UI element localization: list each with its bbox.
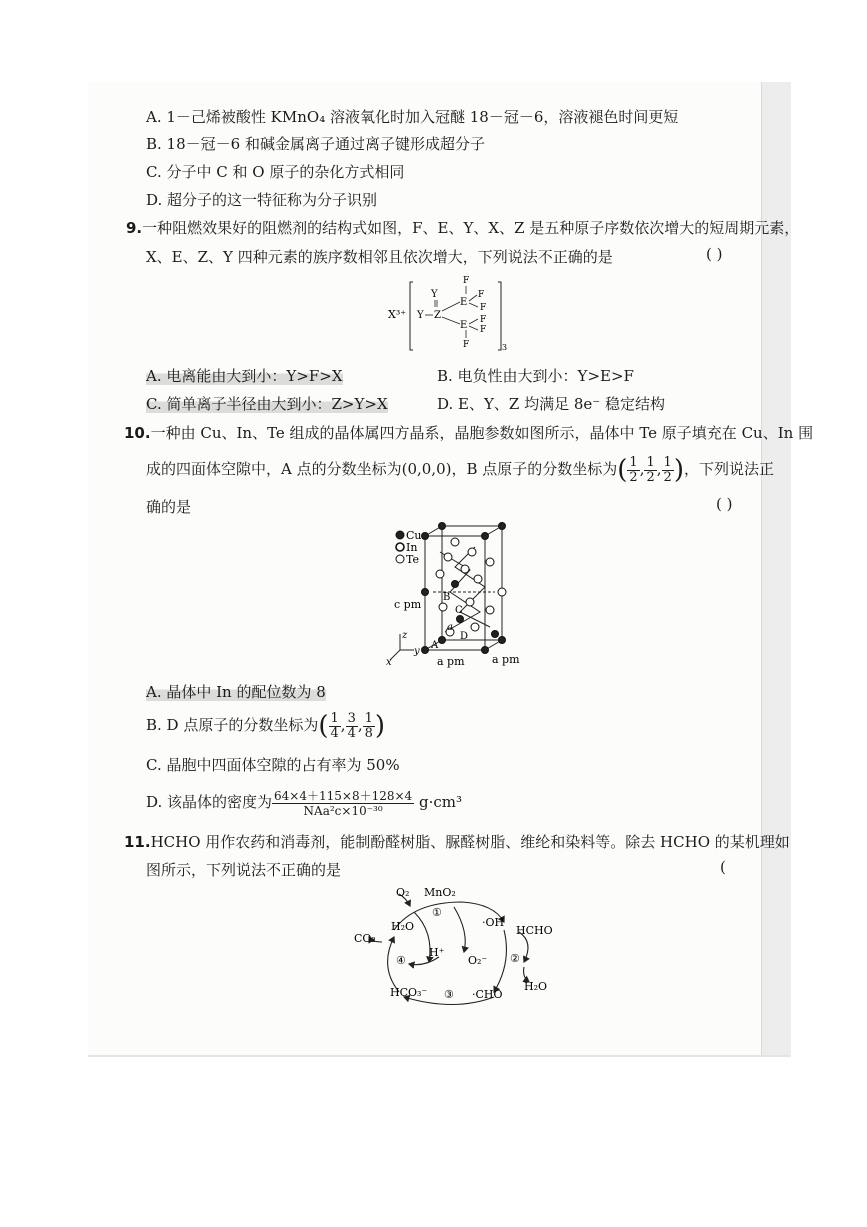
q9-stem-line1 (126, 219, 799, 237)
structure-label: Y (431, 289, 438, 300)
structure-label: F (480, 315, 487, 325)
diagram-label: MnO₂ (424, 886, 456, 899)
q10-option-d: D. 该晶体的密度为 $\frac{64\times 4+115\times 8+128\times 4}{\text{NAa²c×10⁻³⁰}}$ g·cm³ (146, 788, 462, 818)
structure-label: E (460, 320, 468, 331)
a-bottom-label: a pm (437, 655, 465, 668)
question-number: 9. (126, 219, 143, 237)
q10-stem-text: 一种由 Cu、In、Te 组成的晶体属四方晶系，晶胞参数如图所示，晶体中 Te 原子填充在 Cu、In 围 (150, 424, 814, 442)
legend-label: Cu (406, 529, 422, 542)
q9-option-b: B. 电负性由大到小：Y>E>F (437, 367, 634, 385)
structure-label: F (463, 340, 470, 350)
diagram-label: H₂O (524, 980, 548, 993)
diagram-label: ③ (444, 988, 454, 1001)
q11-stem-text: HCHO 用作农药和消毒剂，能制酚醛树脂、脲醛树脂、维纶和染料等。除去 HCHO 的某机理如 (150, 833, 790, 851)
structure-label: F (478, 290, 485, 300)
diagram-label: CO₂ (354, 932, 376, 945)
diagram-label: H₂O (391, 920, 415, 933)
answer-paren: ( ) (716, 495, 733, 513)
answer-paren: ( ) (706, 245, 723, 263)
edge-label: a (447, 622, 453, 633)
q9-stem-text: 一种阻燃效果好的阻燃剂的结构式如图，F、E、Y、X、Z 是五种原子序数依次增大的短周期元素， (142, 219, 800, 237)
point-label: A (431, 640, 439, 651)
diagram-label: ·CHO (472, 988, 503, 1001)
axis-label: x (386, 657, 392, 668)
q10-option-a: A. 晶体中 In 的配位数为 8 (146, 683, 326, 701)
diagram-label: ④ (396, 954, 406, 967)
q10-stem-line3: 确的是 (146, 498, 192, 516)
q10-stem-line2: 成的四面体空隙中，A 点的分数坐标为(0,0,0)，B 点原子的分数坐标为( $\frac{1}{2}$ , $\frac{1}{2}$ , $\frac{1}{2}$ )，下列说法正 (146, 454, 774, 485)
q10-option-b: B. D 点原子的分数坐标为( $\frac{1}{4}$ , $\frac{3}{4}$ , $\frac{1}{8}$ ) (146, 710, 386, 741)
diagram-label: O₂⁻ (468, 954, 488, 967)
scan-edge-bottom (88, 1055, 790, 1057)
legend-cu-icon (396, 531, 404, 539)
point-label: B (443, 592, 451, 603)
structure-label: Z (434, 310, 441, 321)
q8-option-c: C. 分子中 C 和 O 原子的杂化方式相同 (146, 163, 405, 181)
q8-option-d: D. 超分子的这一特征称为分子识别 (146, 191, 378, 209)
axis-label: z (402, 630, 408, 641)
legend-label: In (406, 541, 418, 554)
structure-label: F (480, 303, 487, 313)
crystal-cell-figure (380, 522, 530, 670)
diagram-label: ① (432, 906, 442, 919)
axis-label: y (414, 646, 420, 657)
legend-label: Te (406, 553, 419, 566)
a-right-label: a pm (492, 653, 520, 666)
q9-option-c: C. 简单离子半径由大到小：Z>Y>X (146, 395, 388, 413)
q9-option-a: A. 电离能由大到小：Y>F>X (146, 367, 343, 385)
diagram-label: O₂ (396, 886, 410, 899)
question-number: 10. (124, 424, 151, 442)
structure-label: X³⁺ (388, 308, 407, 321)
q9-structure-figure (380, 270, 520, 356)
structure-label: E (460, 297, 468, 308)
q10-stem-line1 (124, 424, 813, 442)
mechanism-cycle-figure (344, 882, 574, 1012)
point-label: C (455, 605, 463, 616)
q8-option-a: A. 1－己烯被酸性 KMnO₄ 溶液氧化时加入冠醚 18－冠－6，溶液褪色时间更短 (146, 108, 679, 126)
question-number: 11. (124, 833, 151, 851)
structure-label: F (463, 276, 470, 286)
q10-option-c: C. 晶胞中四面体空隙的占有率为 50% (146, 756, 400, 774)
legend-in-icon (396, 543, 404, 551)
point-label: D (460, 631, 469, 642)
diagram-label: HCO₃⁻ (390, 986, 428, 999)
q9-option-d: D. E、Y、Z 均满足 8e⁻ 稳定结构 (437, 395, 665, 413)
diagram-label: ·OH (482, 916, 505, 929)
diagram-label: H⁺ (429, 946, 445, 959)
diagram-label: ② (510, 952, 520, 965)
c-axis-label: c pm (394, 598, 422, 611)
legend-te-icon (396, 555, 404, 563)
q11-stem-line1 (124, 833, 790, 851)
q9-stem-line2: X、E、Z、Y 四种元素的族序数相邻且依次增大，下列说法不正确的是 (146, 248, 613, 266)
structure-label: F (480, 325, 487, 335)
q11-stem-line2: 图所示，下列说法不正确的是 (146, 861, 342, 879)
structure-label: 3 (502, 343, 508, 352)
structure-label: Y (417, 310, 424, 321)
diagram-label: HCHO (516, 924, 553, 937)
q8-option-b: B. 18－冠－6 和碱金属离子通过离子键形成超分子 (146, 135, 485, 153)
answer-paren: ( (720, 858, 726, 876)
